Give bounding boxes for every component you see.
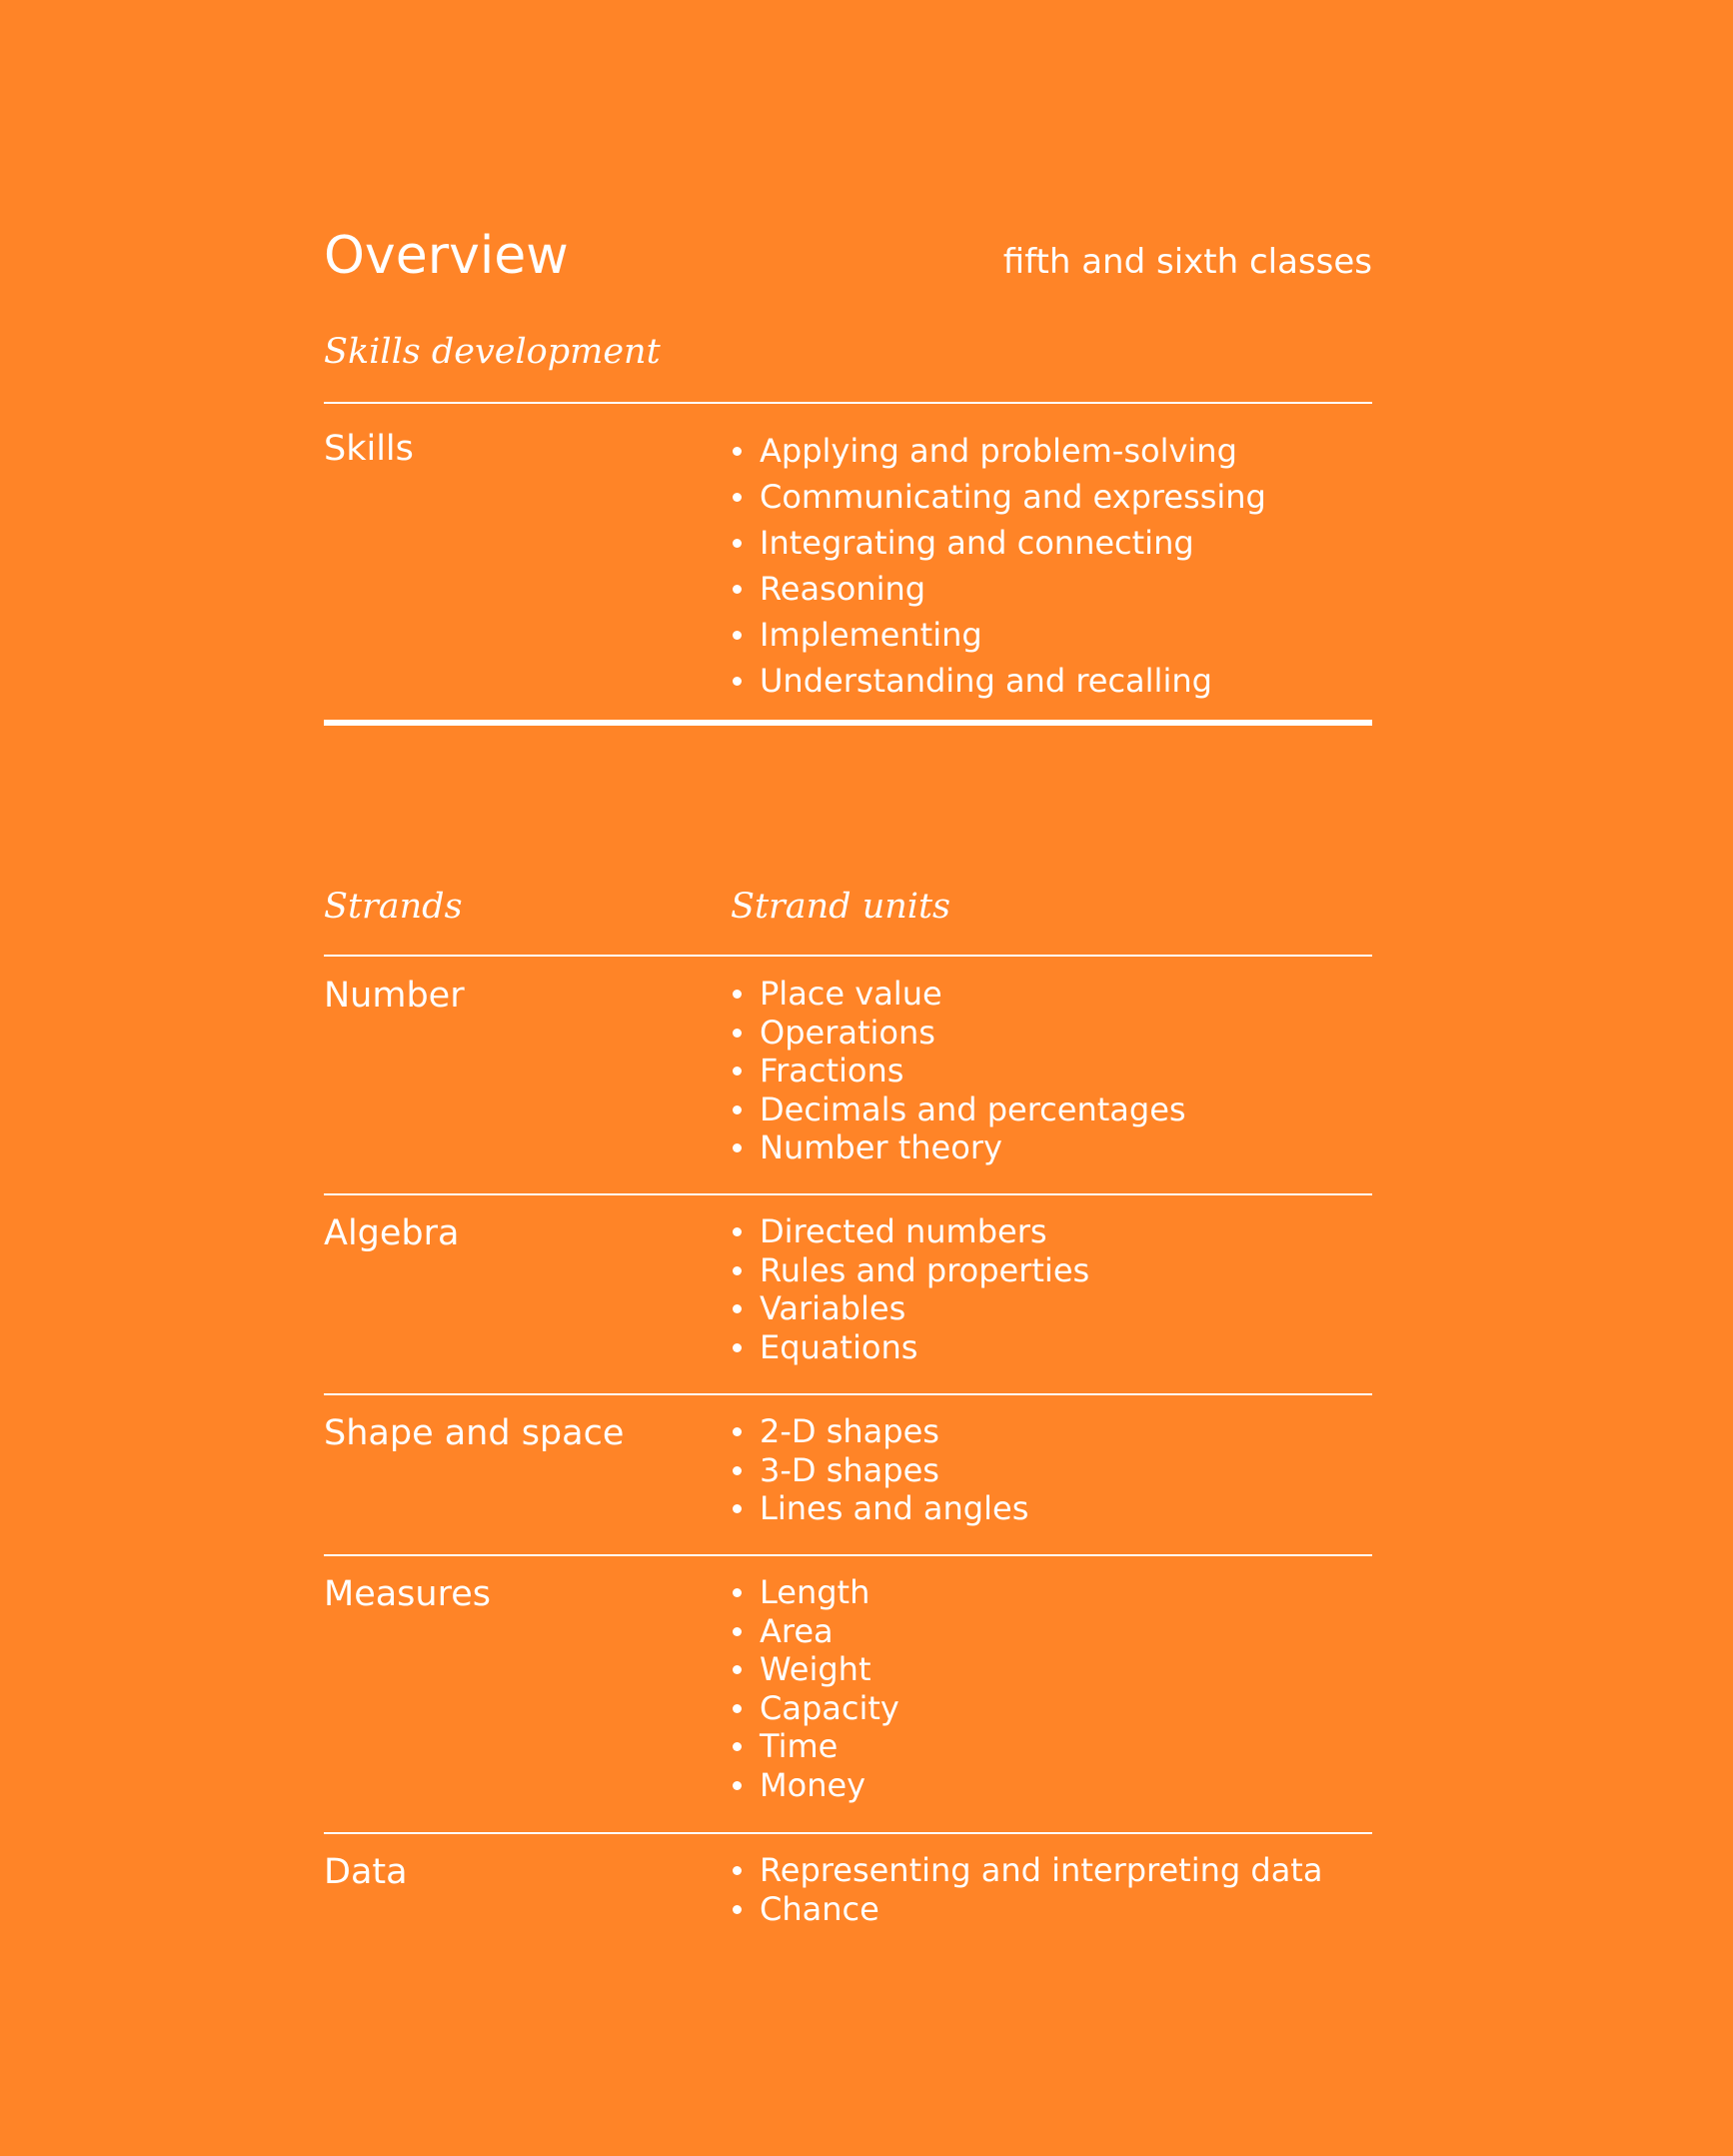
strand-unit-item xyxy=(729,1689,1368,1728)
strand-unit-text: Length xyxy=(760,1573,870,1611)
strand-unit-list xyxy=(729,1573,1368,1805)
skill-text: Implementing xyxy=(760,616,982,654)
strand-unit-text: Decimals and percentages xyxy=(760,1089,1186,1128)
bullet-icon xyxy=(733,585,742,594)
strand-unit-text: Representing and interpreting data xyxy=(760,1851,1323,1889)
skill-text: Reasoning xyxy=(760,570,926,608)
strands-heading: Strands xyxy=(324,887,463,927)
skills-list xyxy=(729,428,1368,704)
bullet-icon xyxy=(733,447,742,456)
bullet-icon xyxy=(733,1067,742,1076)
strand-unit-item xyxy=(729,1851,1368,1890)
bullet-icon xyxy=(733,493,742,502)
skills-development-heading: Skills development xyxy=(324,332,661,372)
strand-unit-text: Fractions xyxy=(760,1052,904,1090)
skills-bottom-divider xyxy=(324,720,1372,726)
strand-unit-text: Rules and properties xyxy=(760,1250,1090,1289)
strand-unit-text: Equations xyxy=(760,1327,918,1366)
strand-unit-text: Variables xyxy=(760,1289,906,1328)
bullet-icon xyxy=(733,1742,742,1751)
strand-unit-text: Chance xyxy=(760,1889,879,1928)
strand-name: Algebra xyxy=(324,1213,460,1253)
strand-unit-text: 2-D shapes xyxy=(760,1412,939,1450)
strand-divider xyxy=(324,1393,1372,1395)
bullet-icon xyxy=(733,1866,742,1875)
bullet-icon xyxy=(733,1504,742,1513)
skills-top-divider xyxy=(324,402,1372,404)
strand-unit-text: Weight xyxy=(760,1650,871,1689)
bullet-icon xyxy=(733,539,742,548)
skill-text: Understanding and recalling xyxy=(760,662,1212,700)
bullet-icon xyxy=(733,1304,742,1313)
strand-name: Number xyxy=(324,976,465,1016)
class-label: fifth and sixth classes xyxy=(1002,242,1372,282)
bullet-icon xyxy=(733,1029,742,1038)
strand-unit-list xyxy=(729,1412,1368,1528)
strand-unit-item xyxy=(729,1251,1368,1290)
strand-unit-text: Place value xyxy=(760,975,942,1013)
strand-unit-item xyxy=(729,1090,1368,1129)
strand-unit-item xyxy=(729,1650,1368,1689)
strands-header-divider xyxy=(324,955,1372,957)
skills-list-item xyxy=(729,566,1368,612)
strand-name: Measures xyxy=(324,1574,491,1614)
strand-unit-list xyxy=(729,975,1368,1167)
strand-unit-text: Directed numbers xyxy=(760,1212,1047,1250)
skills-list-item xyxy=(729,428,1368,474)
strand-unit-item xyxy=(729,1489,1368,1528)
bullet-icon xyxy=(733,1588,742,1597)
strand-unit-text: Operations xyxy=(760,1013,935,1052)
strand-unit-item xyxy=(729,1052,1368,1090)
bullet-icon xyxy=(733,1665,742,1674)
strand-divider xyxy=(324,1832,1372,1834)
strand-unit-item xyxy=(729,1451,1368,1490)
strand-unit-text: Area xyxy=(760,1611,834,1650)
strand-divider xyxy=(324,1554,1372,1556)
page-title: Overview xyxy=(324,226,569,286)
strand-name: Shape and space xyxy=(324,1413,625,1453)
strand-unit-text: Lines and angles xyxy=(760,1489,1029,1528)
strand-unit-item xyxy=(729,975,1368,1014)
page-header xyxy=(324,220,1372,300)
bullet-icon xyxy=(733,1143,742,1152)
skill-text: Applying and problem-solving xyxy=(760,432,1237,470)
strand-unit-list xyxy=(729,1851,1368,1928)
strand-unit-text: Time xyxy=(760,1727,839,1766)
strand-unit-item xyxy=(729,1212,1368,1251)
strand-unit-item xyxy=(729,1328,1368,1367)
strand-unit-text: Money xyxy=(760,1765,866,1804)
bullet-icon xyxy=(733,990,742,999)
strand-unit-item xyxy=(729,1766,1368,1805)
strand-unit-text: Capacity xyxy=(760,1688,899,1727)
bullet-icon xyxy=(733,1466,742,1475)
skill-text: Communicating and expressing xyxy=(760,478,1266,516)
strand-unit-item xyxy=(729,1727,1368,1766)
strand-unit-item xyxy=(729,1289,1368,1328)
skills-list-item xyxy=(729,520,1368,566)
bullet-icon xyxy=(733,1627,742,1636)
strand-unit-item xyxy=(729,1412,1368,1451)
skill-text: Integrating and connecting xyxy=(760,524,1194,562)
bullet-icon xyxy=(733,1343,742,1352)
strand-units-heading: Strand units xyxy=(731,887,951,927)
strand-unit-item xyxy=(729,1014,1368,1053)
strand-unit-item xyxy=(729,1573,1368,1612)
strand-unit-text: 3-D shapes xyxy=(760,1450,939,1489)
bullet-icon xyxy=(733,1905,742,1914)
bullet-icon xyxy=(733,1427,742,1436)
bullet-icon xyxy=(733,1105,742,1114)
bullet-icon xyxy=(733,1266,742,1275)
strand-unit-text: Number theory xyxy=(760,1128,1002,1167)
skills-list-item xyxy=(729,612,1368,658)
strand-name: Data xyxy=(324,1852,408,1892)
strand-unit-item xyxy=(729,1612,1368,1651)
strand-unit-list xyxy=(729,1212,1368,1366)
bullet-icon xyxy=(733,631,742,640)
skills-label: Skills xyxy=(324,429,414,469)
bullet-icon xyxy=(733,1704,742,1713)
skills-list-item xyxy=(729,658,1368,704)
skills-list-item xyxy=(729,474,1368,520)
strand-unit-item xyxy=(729,1128,1368,1167)
bullet-icon xyxy=(733,677,742,686)
strand-divider xyxy=(324,1193,1372,1195)
strand-unit-item xyxy=(729,1890,1368,1929)
bullet-icon xyxy=(733,1227,742,1236)
bullet-icon xyxy=(733,1781,742,1790)
